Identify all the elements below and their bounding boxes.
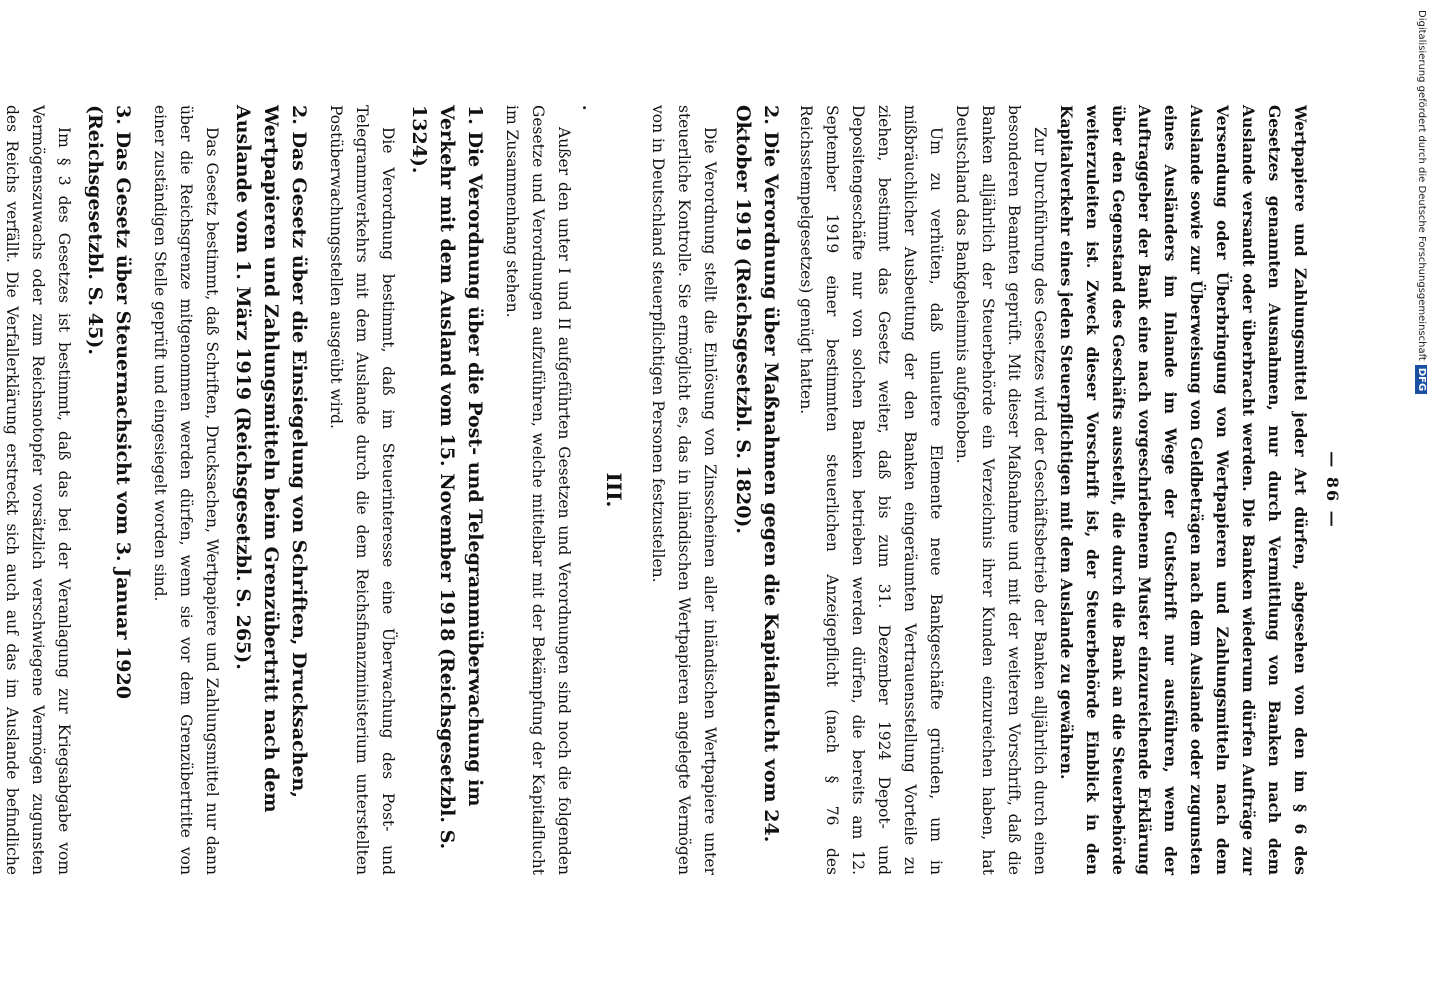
credit-text: Digitalisierung gefördert durch die Deutsche Forschungsgemeinschaft	[1416, 10, 1427, 361]
page-number: — 86 —	[1323, 451, 1342, 529]
item-1-heading: 1. Die Verordnung über die Post- und Telegrammüberwachung im Verkehr mit dem Ausland vom 15. November 1918 (Reichsgesetzbl. S. 1324).	[408, 105, 486, 850]
item-3-heading: 3. Das Gesetz über Steuernachsicht vom 3. Januar 1920 (Reichsgesetzbl. S. 45).	[84, 105, 134, 699]
dfg-logo: DFG	[1415, 365, 1427, 394]
item-1-body: Die Verordnung bestimmt, daß im Steuerinteresse eine Überwachung des Post- und Telegrammverkehrs mit dem Auslande durch die dem Reichsfinanzministerium unterstellten Postüberwachungsstellen ausgeübt wird.	[327, 105, 397, 875]
part-iii-heading: III.	[602, 472, 626, 508]
page-content	[3, 105, 1345, 875]
intro-paragraph-1: Wertpapiere und Zahlungsmittel jeder Art dürfen, abgesehen von den im § 6 des Gesetzes genannten Ausnahmen, nur durch Vermittlung von Banken nach dem Auslande versandt oder überbracht werden. Die Banken wiederum dürfen Aufträge zur Versendung oder Überbringung von Wertpapieren und Zahlungsmitteln nach dem Auslande sowie zur Überweisung von Geldbeträgen nach dem Auslande oder zugunsten eines Ausländers im Inlande im Wege der Gutschrift nur ausführen, wenn der Auftraggeber der Bank eine nach vorgeschriebenem Muster einzureichende Erklärung über den Gegenstand des Geschäfts ausstellt, die durch die Bank an die Steuerbehörde weiterzuleiten ist. Zweck dieser Vorschrift ist, der Steuerbehörde Einblick in den Kapitalverkehr eines jeden Steuerpflichtigen mit dem Auslande zu gewähren.	[1057, 105, 1310, 875]
section-2-heading: 2. Die Verordnung über Maßnahmen gegen die Kapitalflucht vom 24. Oktober 1919 (Reichsgesetzbl. S. 1820).	[732, 105, 782, 843]
intro-paragraph-2: Zur Durchführung des Gesetzes wird der Geschäftsbetrieb der Banken alljährlich durch einen besonderen Beamten geprüft. Mit dieser Maßnahme und mit der weiteren Vorschrift, daß die Banken alljährlich der Steuerbehörde ein Verzeichnis ihrer Kunden einzureichen haben, hat Deutschland das Bankgeheimnis aufgehoben.	[953, 105, 1049, 875]
section-2-body: Die Verordnung stellt die Einlösung von Zinsscheinen aller inländischen Wertpapiere unter steuerliche Kontrolle. Sie ermöglicht es, das in inländischen Wertpapieren angelegte Vermögen von in Deutschland steuerpflichtigen Personen festzustellen.	[649, 105, 719, 875]
item-2-body: Das Gesetz bestimmt, daß Schriften, Drucksachen, Wertpapiere und Zahlungsmittel nur dann über die Reichsgrenze mitgenommen werden dürfen, wenn sie vor dem Grenzübertritte von einer zuständigen Stelle geprüft und eingesiegelt worden sind.	[151, 105, 221, 875]
item-3-body: Im § 3 des Gesetzes ist bestimmt, daß das bei der Veranlagung zur Kriegsabgabe vom Vermögenszuwachs oder zum Reichsnotopfer vorsätzlich verschwiegene Vermögen zugunsten des Reichs verfällt. Die Verfallerklärung erstreckt sich auch auf das im Auslande befindliche	[3, 105, 73, 875]
item-2-heading: 2. Das Gesetz über die Einsiegelung von Schriften, Drucksachen, Wertpapieren und Zahlungsmitteln beim Grenzübertritt nach dem Auslande vom 1. März 1919 (Reichsgesetzbl. S. 265).	[232, 105, 310, 813]
stray-dot: ·	[575, 105, 594, 111]
intro-paragraph-3: Um zu verhüten, daß unlautere Elemente neue Bankgeschäfte gründen, um in mißbräuchlicher Ausbeutung der den Banken eingeräumten Vertrauensstellung Vorteile zu ziehen, bestimmt das Gesetz weiter, daß bis zum 31. Dezember 1924 Depot- und Depositengeschäfte nur von solchen Banken betrieben werden dürfen, die bereits am 12. September 1919 einer bestimmten steuerlichen Anzeigepflicht (nach § 76 des Reichsstempelgesetzes) genügt hatten.	[797, 105, 945, 875]
part-iii-intro: Außer den unter I und II aufgeführten Gesetzen und Verordnungen sind noch die folgenden Gesetze und Verordnungen aufzuführen, welche mittelbar mit der Bekämpfung der Kapitalflucht im Zusammenhang stehen.	[503, 105, 573, 875]
digitization-credit	[1415, 10, 1427, 394]
